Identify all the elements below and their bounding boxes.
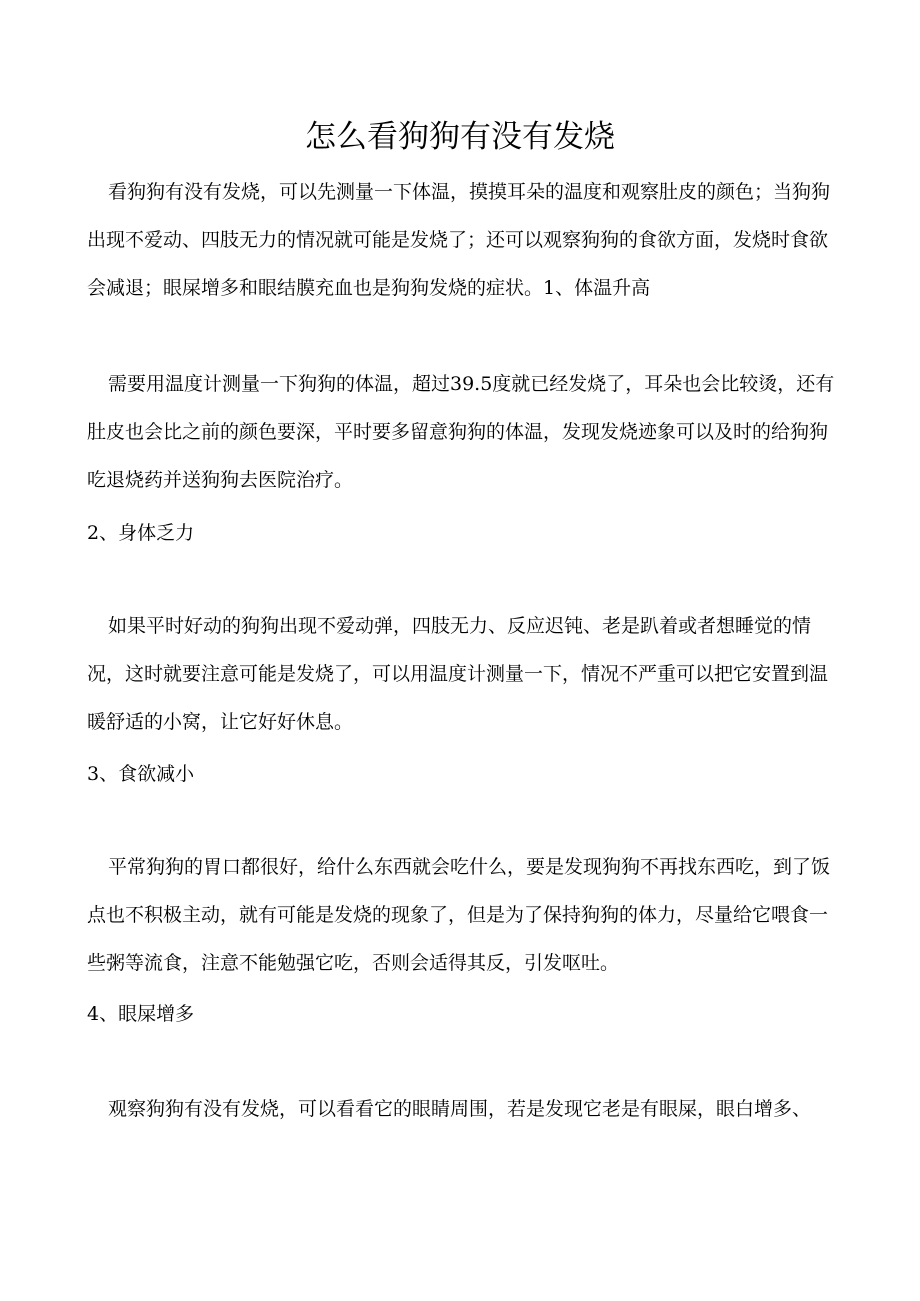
section-heading-eye-discharge: 4、眼屎增多 [87, 1003, 195, 1025]
eye-discharge-paragraph: 观察狗狗有没有发烧，可以看看它的眼睛周围，若是发现它老是有眼屎，眼白增多、 [108, 1098, 812, 1120]
intro-paragraph: 看狗狗有没有发烧，可以先测量一下体温，摸摸耳朵的温度和观察肚皮的颜色；当狗狗出现不爱动、四肢无力的情况就可能是发烧了；还可以观察狗狗的食欲方面，发烧时食欲会减退；眼屎增多和眼结膜充血也是狗狗发烧的症状。1、体温升高 [87, 181, 831, 299]
document-title: 怎么看狗狗有没有发烧 [305, 119, 615, 155]
section-heading-weakness: 2、身体乏力 [87, 522, 195, 544]
appetite-paragraph: 平常狗狗的胃口都很好，给什么东西就会吃什么，要是发现狗狗不再找东西吃，到了饭点也不积极主动，就有可能是发烧的现象了，但是为了保持狗狗的体力，尽量给它喂食一些粥等流食，注意不能勉强它吃，否则会适得其反，引发呕吐。 [87, 856, 831, 974]
weakness-paragraph: 如果平时好动的狗狗出现不爱动弹，四肢无力、反应迟钝、老是趴着或者想睡觉的情况，这时就要注意可能是发烧了，可以用温度计测量一下，情况不严重可以把它安置到温暖舒适的小窝，让它好好休息。 [87, 615, 829, 733]
section-heading-appetite: 3、食欲减小 [87, 763, 195, 785]
temperature-paragraph: 需要用温度计测量一下狗狗的体温，超过39.5度就已经发烧了，耳朵也会比较烫，还有肚皮也会比之前的颜色要深，平时要多留意狗狗的体温，发现发烧迹象可以及时的给狗狗吃退烧药并送狗狗去医院治疗。 [87, 373, 835, 491]
